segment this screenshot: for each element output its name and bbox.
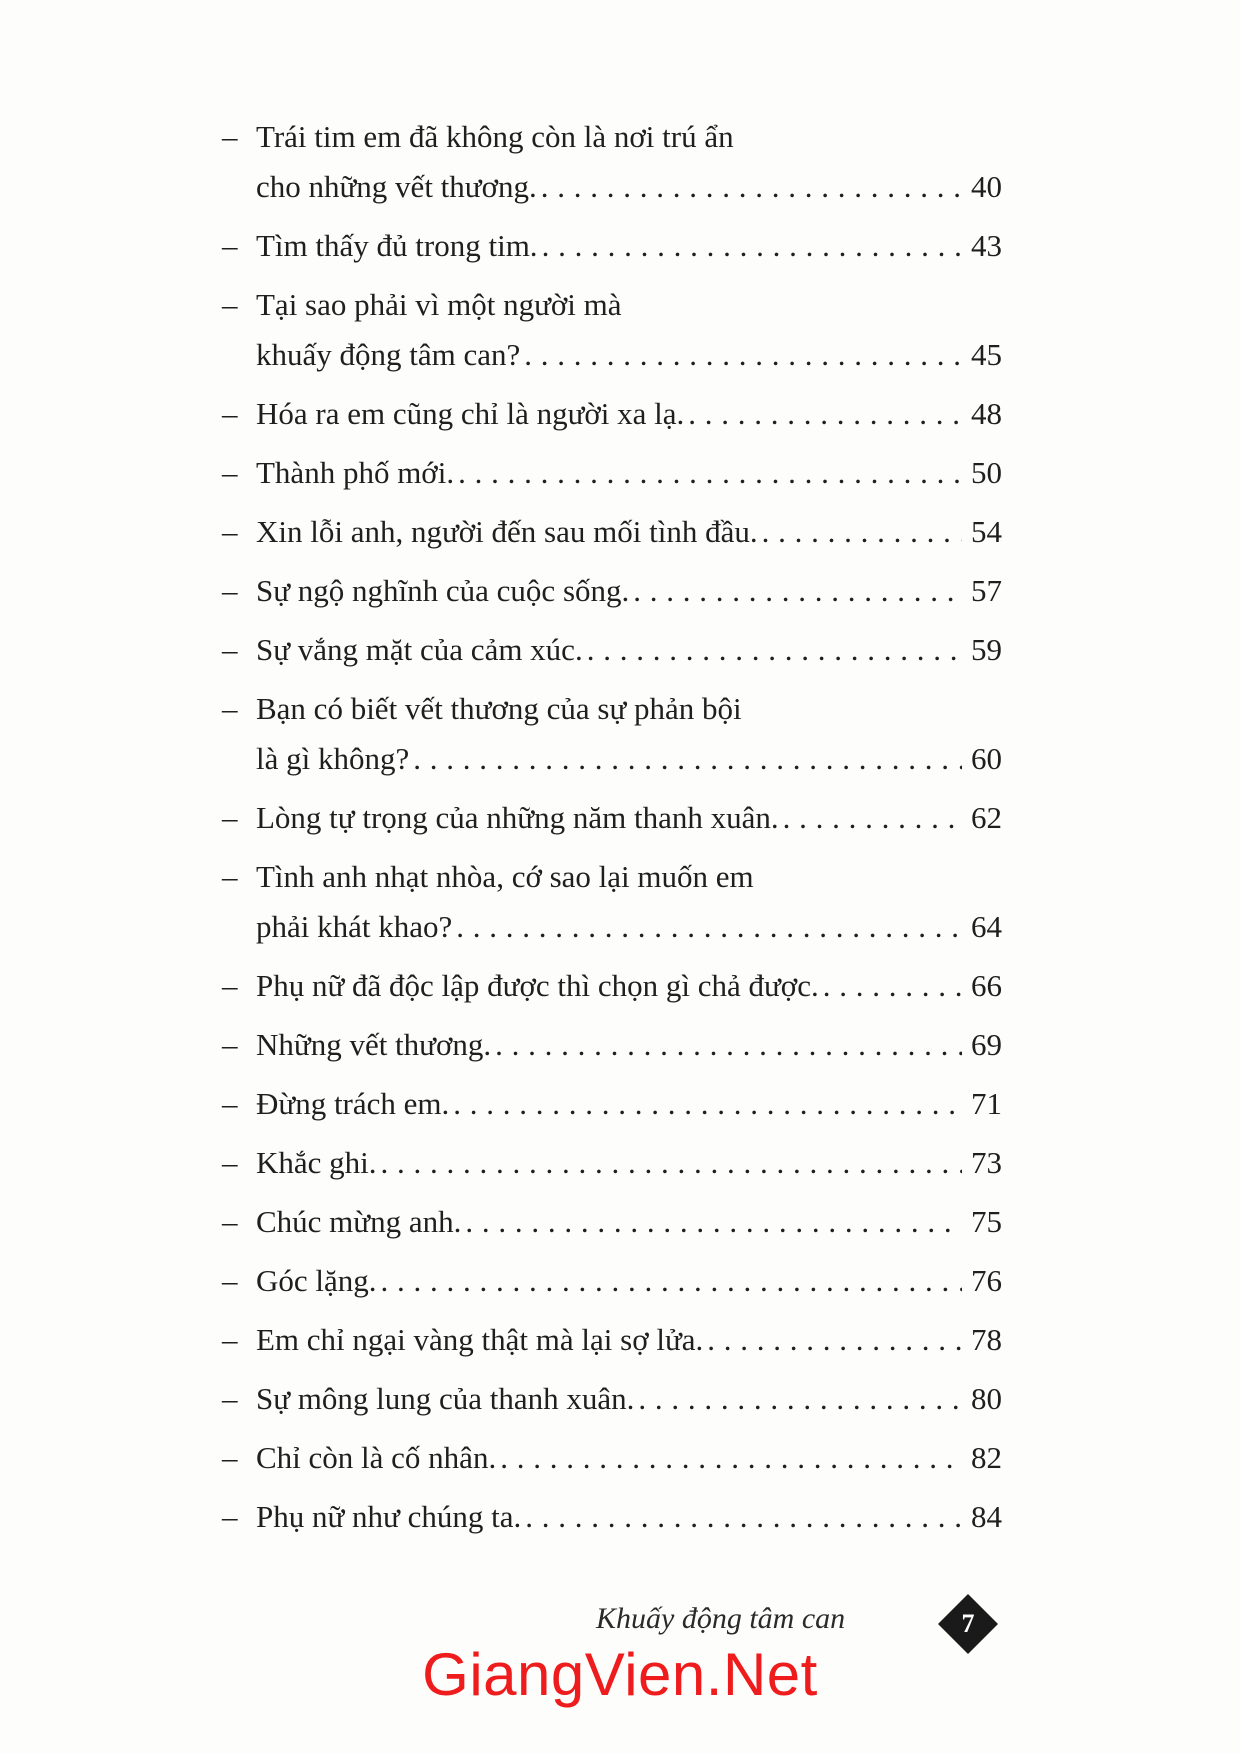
- toc-page-number: 54: [971, 514, 1002, 549]
- toc-entry-title-line1: Tại sao phải vì một người mà: [256, 287, 622, 322]
- toc-page-number: 66: [971, 968, 1002, 1003]
- toc-entry: [222, 566, 1002, 616]
- toc-dot-leader: [762, 507, 962, 557]
- toc-entry-title: là gì không?: [256, 741, 410, 776]
- toc-dot-leader: [542, 221, 962, 271]
- toc-dot-leader: [453, 1079, 962, 1129]
- toc-entry-title: Sự mông lung của thanh xuân.: [256, 1381, 635, 1416]
- toc-entry-title: Khắc ghi.: [256, 1145, 377, 1180]
- toc-entry-title: Thành phố mới.: [256, 455, 455, 490]
- toc-dot-leader: [413, 734, 962, 784]
- toc-page-number: 40: [971, 169, 1002, 204]
- toc-entry: [222, 625, 1002, 675]
- toc-dash: –: [222, 1499, 238, 1534]
- toc-dot-leader: [524, 330, 962, 380]
- running-footer-title: Khuấy động tâm can: [596, 1602, 846, 1635]
- toc-page-number: 75: [971, 1204, 1002, 1239]
- toc-page-number: 84: [971, 1499, 1002, 1534]
- toc-dot-leader: [381, 1256, 962, 1306]
- toc-entry-title: Xin lỗi anh, người đến sau mối tình đầu.: [256, 514, 758, 549]
- toc-entry: [222, 852, 1002, 952]
- toc-dot-leader: [465, 1197, 962, 1247]
- toc-entry-title: Đừng trách em.: [256, 1086, 450, 1121]
- toc-dot-leader: [587, 625, 962, 675]
- toc-entry: [222, 221, 1002, 271]
- toc-page-number: 59: [971, 632, 1002, 667]
- toc-dash: –: [222, 514, 238, 549]
- toc-dot-leader: [783, 793, 962, 843]
- toc-entry-leader-line: [222, 1492, 1002, 1542]
- toc-page-number: 60: [971, 741, 1002, 776]
- toc-dash: –: [222, 968, 238, 1003]
- toc-dash: –: [222, 1145, 238, 1180]
- page-number: 7: [961, 1609, 975, 1638]
- toc-dot-leader: [458, 448, 962, 498]
- toc-entry: [222, 1079, 1002, 1129]
- toc-entry-leader-line: [222, 1256, 1002, 1306]
- toc-entry-title: cho những vết thương.: [256, 169, 537, 204]
- watermark-text: GiangVien.Net: [422, 1641, 818, 1708]
- toc-dot-leader: [688, 389, 962, 439]
- toc-entry-leader-line: [222, 902, 1002, 952]
- toc-entry-leader-line: [222, 734, 1002, 784]
- toc-dash: –: [222, 573, 238, 608]
- toc-dot-leader: [381, 1138, 962, 1188]
- toc-entry: [222, 1492, 1002, 1542]
- toc-page-number: 82: [971, 1440, 1002, 1475]
- toc-entry-leader-line: [222, 1197, 1002, 1247]
- toc-entry-leader-line: [222, 566, 1002, 616]
- toc-entry-leader-line: [222, 221, 1002, 271]
- toc-entry-title: phải khát khao?: [256, 909, 453, 944]
- toc-entry-leader-line: [222, 1374, 1002, 1424]
- toc-page-number: 76: [971, 1263, 1002, 1298]
- toc-page-number: 48: [971, 396, 1002, 431]
- toc-entry-title-line1: Trái tim em đã không còn là nơi trú ẩn: [256, 119, 734, 154]
- toc-dot-leader: [456, 902, 962, 952]
- toc-dash: –: [222, 1440, 238, 1475]
- toc-entry-leader-line: [222, 1315, 1002, 1365]
- toc-entry-leader-line: [222, 1079, 1002, 1129]
- toc-entry-leader-line: [222, 162, 1002, 212]
- toc-dash: –: [222, 396, 238, 431]
- toc-entry-title: Phụ nữ như chúng ta.: [256, 1499, 522, 1534]
- toc-dot-leader: [541, 162, 962, 212]
- toc-page-number: 69: [971, 1027, 1002, 1062]
- toc-page-number: 64: [971, 909, 1002, 944]
- toc-dash: –: [222, 1086, 238, 1121]
- toc-entry-title: Phụ nữ đã độc lập được thì chọn gì chả được.: [256, 968, 819, 1003]
- toc-entry-title: Góc lặng.: [256, 1263, 377, 1298]
- toc-entry: [222, 448, 1002, 498]
- toc-entry: [222, 112, 1002, 212]
- toc-entry-title: Tìm thấy đủ trong tim.: [256, 228, 538, 263]
- toc-entry-leader-line: [222, 507, 1002, 557]
- toc-entry-leader-line: [222, 1433, 1002, 1483]
- toc-entry-title: Chúc mừng anh.: [256, 1204, 462, 1239]
- toc-entry: [222, 961, 1002, 1011]
- table-of-contents: [222, 112, 1002, 1551]
- toc-entry: [222, 1433, 1002, 1483]
- toc-entry-title: Chỉ còn là cố nhân.: [256, 1440, 497, 1475]
- toc-dash: –: [222, 455, 238, 490]
- toc-entry-leader-line: [222, 448, 1002, 498]
- toc-entry-title: khuấy động tâm can?: [256, 337, 521, 372]
- toc-page-number: 73: [971, 1145, 1002, 1180]
- toc-page-number: 78: [971, 1322, 1002, 1357]
- toc-dot-leader: [707, 1315, 962, 1365]
- toc-dash: –: [222, 119, 238, 154]
- toc-entry: [222, 1138, 1002, 1188]
- toc-dot-leader: [525, 1492, 962, 1542]
- toc-dot-leader: [638, 1374, 962, 1424]
- toc-dot-leader: [495, 1020, 962, 1070]
- toc-entry-title-line1: Bạn có biết vết thương của sự phản bội: [256, 691, 742, 726]
- toc-entry-leader-line: [222, 389, 1002, 439]
- toc-dash: –: [222, 632, 238, 667]
- toc-entry-title: Sự vắng mặt của cảm xúc.: [256, 632, 583, 667]
- toc-entry: [222, 1374, 1002, 1424]
- toc-dash: –: [222, 1322, 238, 1357]
- toc-entry: [222, 280, 1002, 380]
- toc-entry-leader-line: [222, 330, 1002, 380]
- toc-dash: –: [222, 1263, 238, 1298]
- toc-dash: –: [222, 859, 238, 894]
- toc-entry: [222, 1197, 1002, 1247]
- toc-entry-leader-line: [222, 793, 1002, 843]
- toc-entry-title-line1: Tình anh nhạt nhòa, cớ sao lại muốn em: [256, 859, 754, 894]
- toc-page-number: 62: [971, 800, 1002, 835]
- toc-dash: –: [222, 800, 238, 835]
- toc-entry-title: Hóa ra em cũng chỉ là người xa lạ.: [256, 396, 685, 431]
- toc-dot-leader: [823, 961, 962, 1011]
- toc-entry-leader-line: [222, 625, 1002, 675]
- toc-entry-title: Lòng tự trọng của những năm thanh xuân.: [256, 800, 779, 835]
- toc-dash: –: [222, 1204, 238, 1239]
- toc-dot-leader: [500, 1433, 962, 1483]
- toc-entry: [222, 793, 1002, 843]
- toc-dash: –: [222, 1027, 238, 1062]
- toc-entry: [222, 389, 1002, 439]
- toc-dash: –: [222, 1381, 238, 1416]
- toc-entry-title: Những vết thương.: [256, 1027, 492, 1062]
- toc-dot-leader: [633, 566, 962, 616]
- toc-entry: [222, 507, 1002, 557]
- toc-entry-title: Em chỉ ngại vàng thật mà lại sợ lửa.: [256, 1322, 704, 1357]
- toc-page-number: 50: [971, 455, 1002, 490]
- toc-page-number: 45: [971, 337, 1002, 372]
- toc-dash: –: [222, 287, 238, 322]
- toc-entry-leader-line: [222, 1138, 1002, 1188]
- toc-entry: [222, 1020, 1002, 1070]
- toc-entry: [222, 1315, 1002, 1365]
- toc-entry-leader-line: [222, 1020, 1002, 1070]
- toc-entry: [222, 684, 1002, 784]
- toc-page-number: 43: [971, 228, 1002, 263]
- toc-dash: –: [222, 691, 238, 726]
- toc-entry-title: Sự ngộ nghĩnh của cuộc sống.: [256, 573, 630, 608]
- toc-dash: –: [222, 228, 238, 263]
- toc-page-number: 80: [971, 1381, 1002, 1416]
- toc-entry-leader-line: [222, 961, 1002, 1011]
- toc-entry: [222, 1256, 1002, 1306]
- toc-page-number: 57: [971, 573, 1002, 608]
- toc-page-number: 71: [971, 1086, 1002, 1121]
